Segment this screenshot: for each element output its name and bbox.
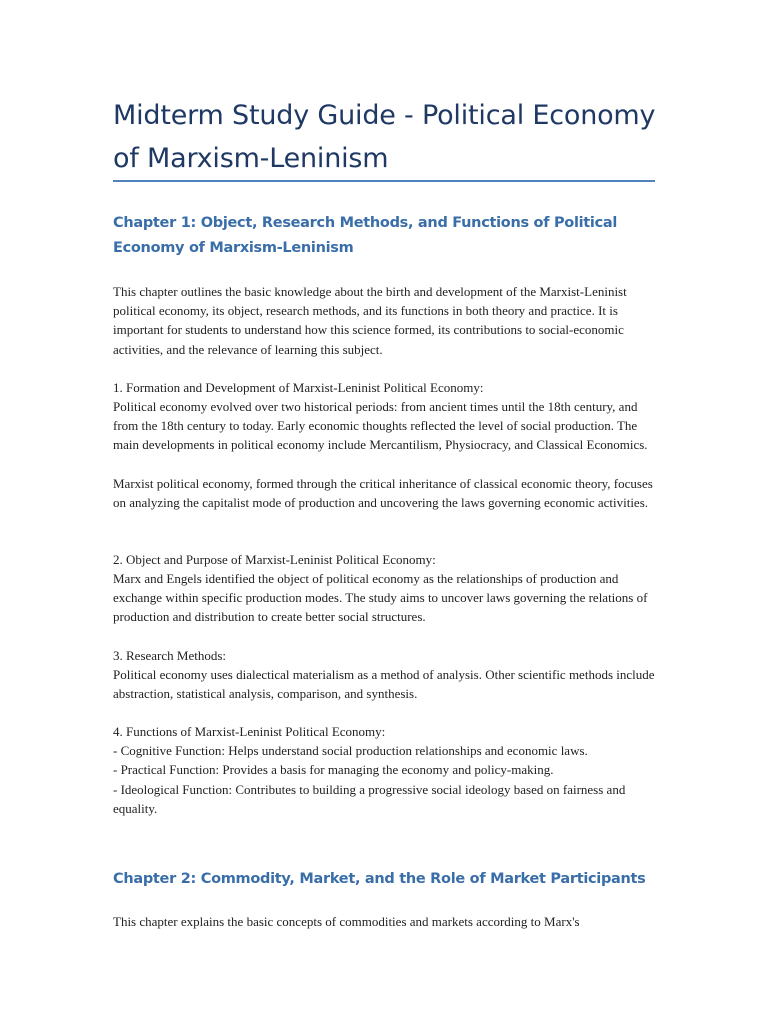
function-list-item-cognitive: - Cognitive Function: Helps understand social production relationships and economic laws. bbox=[113, 743, 588, 758]
chapter-1-heading: Chapter 1: Object, Research Methods, and Functions of Political Economy of Marxism-Leninism bbox=[113, 215, 618, 256]
section-2-heading: 2. Object and Purpose of Marxist-Leninist Political Economy: bbox=[113, 552, 436, 567]
section-2-paragraph: Marx and Engels identified the object of political economy as the relationships of production and exchange within specific production modes. The study aims to uncover laws governing the relations of production and distribution to create better social structures. bbox=[113, 571, 648, 625]
section-3-paragraph: Political economy uses dialectical materialism as a method of analysis. Other scientific methods include abstraction, statistical analysis, comparison, and synthesis. bbox=[113, 667, 655, 702]
chapter-2-heading: Chapter 2: Commodity, Market, and the Role of Market Participants bbox=[113, 871, 646, 887]
function-list-item-practical: - Practical Function: Provides a basis for managing the economy and policy-making. bbox=[113, 762, 554, 777]
chapter-2-intro-paragraph: This chapter explains the basic concepts of commodities and markets according to Marx's bbox=[113, 914, 580, 929]
section-1-paragraph-2: Marxist political economy, formed through the critical inheritance of classical economic theory, focuses on analyzing the capitalist mode of production and uncovering the laws governing economic activities. bbox=[113, 476, 653, 511]
section-1-heading: 1. Formation and Development of Marxist-Leninist Political Economy: bbox=[113, 380, 484, 395]
section-3-heading: 3. Research Methods: bbox=[113, 648, 227, 663]
function-list-item-ideological: - Ideological Function: Contributes to building a progressive social ideology based on fairness and equality. bbox=[113, 782, 626, 817]
title-underline-rule bbox=[113, 180, 655, 182]
chapter-1-intro-paragraph: This chapter outlines the basic knowledge about the birth and development of the Marxist-Leninist political economy, its object, research methods, and its functions in both theory and practice. It is important for students to understand how this science formed, its contributions to social-economic activities, and the relevance of learning this subject. bbox=[113, 284, 627, 357]
document-title: Midterm Study Guide - Political Economy of Marxism-Leninism bbox=[113, 100, 656, 174]
section-4-heading: 4. Functions of Marxist-Leninist Political Economy: bbox=[113, 724, 386, 739]
section-1-paragraph-1: Political economy evolved over two historical periods: from ancient times until the 18th century, and from the 18th century to today. Early economic thoughts reflected the level of social production. The main developments in political economy include Mercantilism, Physiocracy, and Classical Economics. bbox=[113, 399, 648, 453]
